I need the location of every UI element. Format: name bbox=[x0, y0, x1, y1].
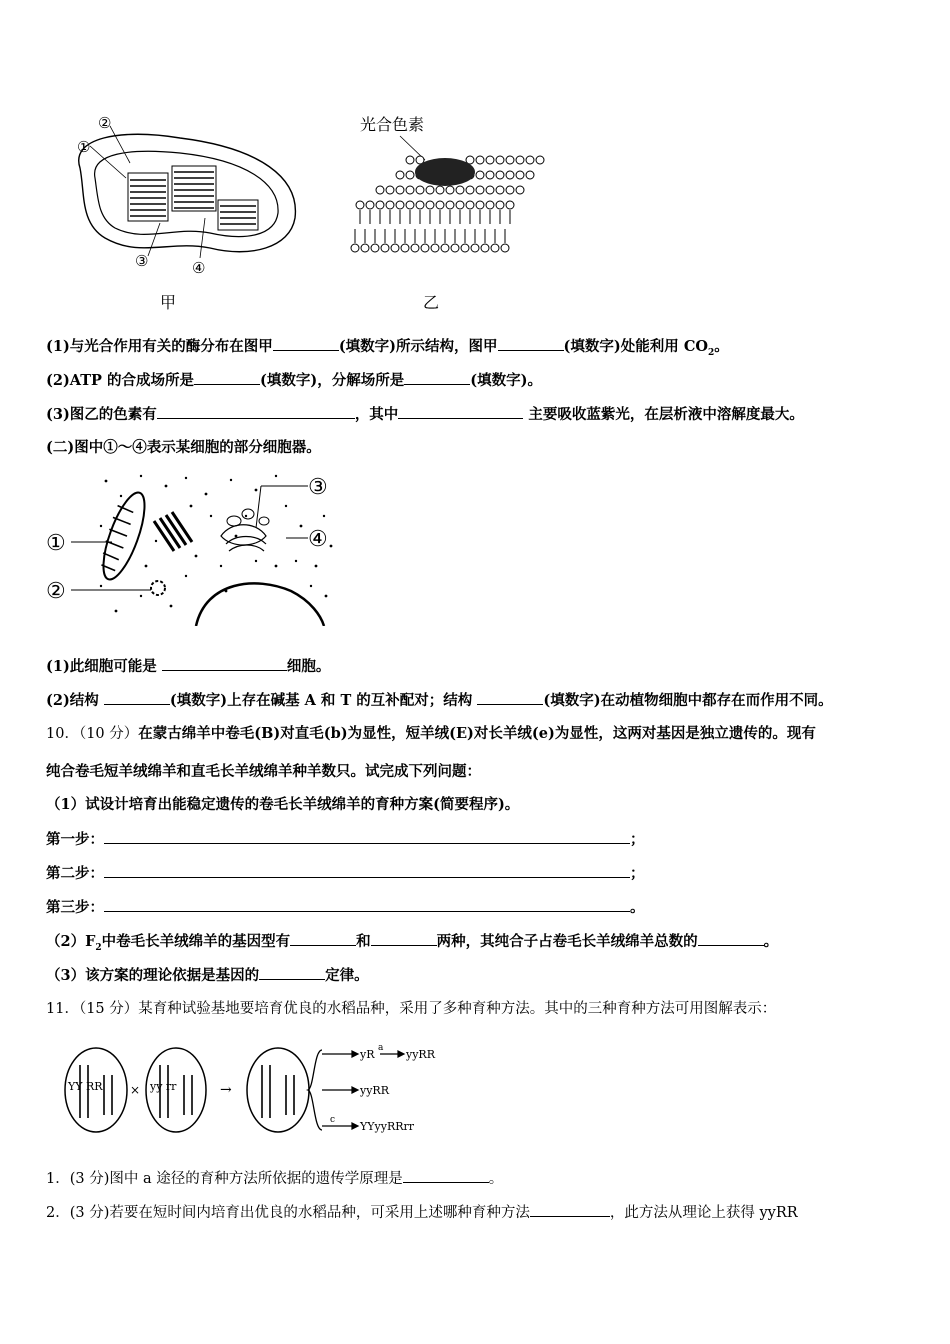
question-10-part-3: （3）该方案的理论依据是基因的 定律。 bbox=[46, 967, 369, 984]
marker-1: ① bbox=[77, 138, 91, 156]
question-line-3: (3)图乙的色素有 ，其中 主要吸收蓝紫光，在层析液中溶解度最大。 bbox=[46, 406, 804, 423]
thylakoid-membrane-diagram bbox=[340, 110, 560, 260]
question-line-1: (1)与光合作用有关的酶分布在图甲 (填数字)所示结构，图甲 (填数字)处能利用 $CO_2$。 bbox=[46, 338, 729, 358]
result-c: YYyyRRrr bbox=[360, 1120, 415, 1133]
organelle-marker-4: ④ bbox=[308, 527, 328, 552]
cell-organelles-diagram bbox=[46, 466, 346, 626]
result-a-end: yyRR bbox=[406, 1048, 435, 1061]
step-2-line: 第二步： ； bbox=[46, 865, 645, 882]
route-a-label: a bbox=[378, 1043, 384, 1053]
caption-jia: 甲 bbox=[160, 293, 177, 312]
question-10-line-b: 纯合卷毛短羊绒绵羊和直毛长羊绒绵羊种羊数只。试完成下列问题： bbox=[46, 763, 481, 780]
question-11-part-1: 1．(3 分)图中 a 途径的育种方法所依据的遗传学原理是 。 bbox=[46, 1168, 503, 1189]
question-11-part-2: 2．(3 分)若要在短时间内培育出优良的水稻品种，可采用上述哪种育种方法 ，此方法从理论上获得 yyRR bbox=[46, 1202, 798, 1223]
cross-symbol: × bbox=[130, 1083, 141, 1097]
arrow-symbol: → bbox=[220, 1082, 232, 1098]
step-3-line: 第三步： 。 bbox=[46, 899, 645, 916]
result-b: yyRR bbox=[360, 1084, 389, 1097]
question-10-part-2: $(2)F_2$中卷毛长羊绒绵羊的基因型有 和 两种，其纯合子占卷毛长羊绒绵羊总数的 。 bbox=[46, 933, 779, 953]
question-line-2: (2)ATP 的合成场所是 (填数字)，分解场所是 (填数字)。 bbox=[46, 372, 542, 389]
chloroplast-diagram bbox=[60, 108, 310, 278]
result-a-start: yR bbox=[360, 1048, 375, 1061]
alleles-parent-1: YY RR bbox=[68, 1080, 103, 1093]
question-line-6: (2)结构 (填数字)上存在碱基 A 和 T 的互补配对；结构 (填数字)在动植物细胞中都存在而作用不同。 bbox=[46, 692, 833, 709]
question-11-line: 11．（15 分）某育种试验基地要培育优良的水稻品种，采用了多种育种方法。其中的三种育种方法可用图解表示： bbox=[46, 1001, 777, 1017]
marker-3: ③ bbox=[135, 252, 149, 270]
question-10-line-a: 10．（10 分）在蒙古绵羊中卷毛(B)对直毛(b)为显性，短羊绒(E)对长羊绒(e)为显性，这两对基因是独立遗传的。现有 bbox=[46, 725, 816, 742]
marker-4: ④ bbox=[192, 259, 206, 277]
step-1-line: 第一步： ； bbox=[46, 831, 645, 848]
breeding-diagram bbox=[60, 1040, 440, 1140]
organelle-marker-1: ① bbox=[46, 531, 66, 556]
caption-yi: 乙 bbox=[423, 293, 440, 312]
pigment-label: 光合色素 bbox=[360, 115, 425, 134]
organelle-marker-3: ③ bbox=[308, 475, 328, 500]
question-10-part-1: （1）试设计培育出能稳定遗传的卷毛长羊绒绵羊的育种方案(简要程序)。 bbox=[46, 796, 520, 813]
section-two-heading: (二)图中①～④表示某细胞的部分细胞器。 bbox=[46, 439, 321, 456]
question-line-5: (1)此细胞可能是 细胞。 bbox=[46, 658, 331, 675]
route-c-label: c bbox=[330, 1115, 336, 1125]
alleles-parent-2: yy rr bbox=[150, 1080, 177, 1093]
organelle-marker-2: ② bbox=[46, 579, 66, 604]
marker-2: ② bbox=[98, 114, 112, 132]
